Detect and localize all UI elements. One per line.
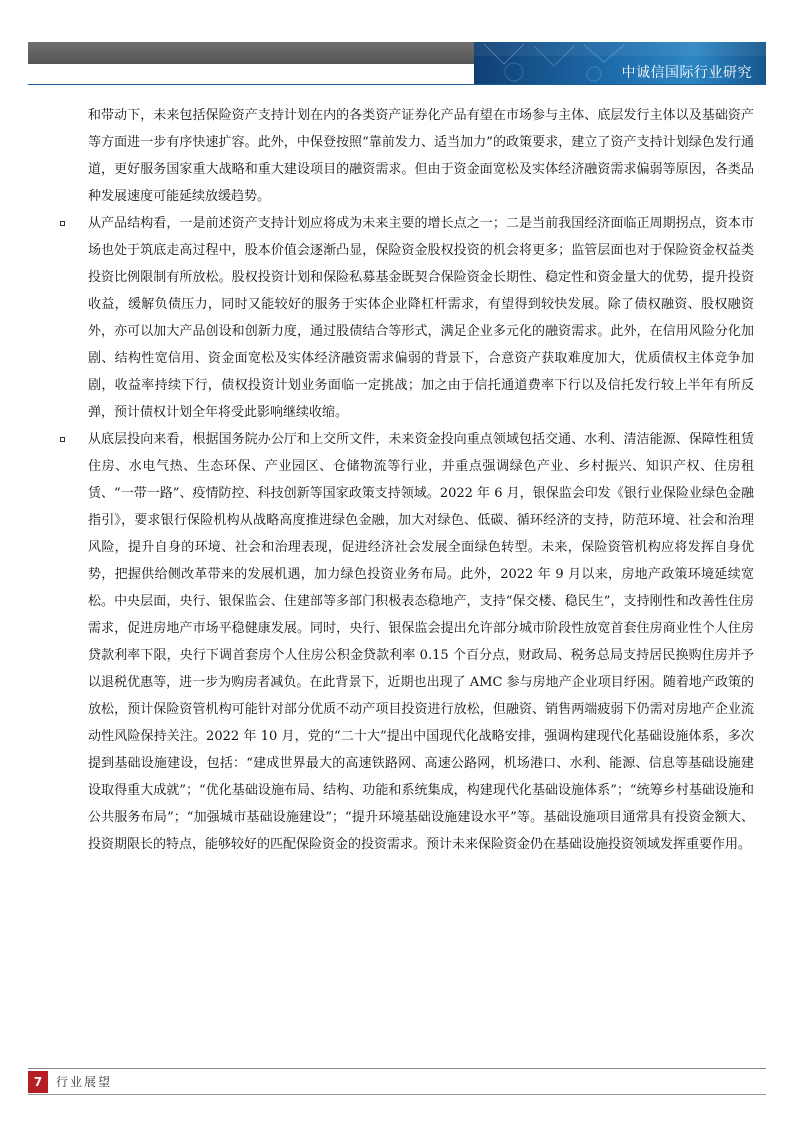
header-divider [28,84,766,85]
header-banner [474,42,766,84]
header-bar [28,42,474,64]
bullet-item-product-structure [88,210,754,426]
header-title: 中诚信国际行业研究 [621,65,752,81]
continued-paragraph: 和带动下，未来包括保险资产支持计划在内的各类资产证券化产品有望在市场参与主体、底层发行主体以及基础资产等方面进一步有序快速扩容。此外，中保登按照“靠前发力、适当加力”的政策要求，建立了资产支持计划绿色发行通道，更好服务国家重大战略和重大建设项目的融资需求。但由于资金面宽松及实体经济融资需求偏弱等原因，各类品种发展速度可能延续放缓趋势。 [88,108,754,204]
bullet-text: 从底层投向来看，根据国务院办公厅和上交所文件，未来资金投向重点领域包括交通、水利、清洁能源、保障性租赁住房、水电气热、生态环保、产业园区、仓储物流等行业，并重点强调绿色产业、乡村振兴、知识产权、住房租赁、“一带一路”、疫情防控、科技创新等国家政策支持领域。2022 年 6 月，银保监会印发《银行业保险业绿色金融指引》，要求银行保险机构从战略高度推进绿色金融，加大对绿色、低碳、循环经济的支持，防范环境、社会和治理风险，提升自身的环境、社会和治理表现，促进经济社会发展全面绿色转型。未来，保险资管机构应将发挥自身优势，把握供给侧改革带来的发展机遇，加力绿色投资业务布局。此外，2022 年 9 月以来，房地产政策环境延续宽松。中央层面，央行、银保监会、住建部等多部门积极表态稳地产，支持“保交楼、稳民生”，支持刚性和改善性住房需求，促进房地产市场平稳健康发展。同时，央行、银保监会提出允许部分城市阶段性放宽首套住房商业性个人住房贷款利率下限，央行下调首套房个人住房公积金贷款利率 0.15 个百分点，财政局、税务总局支持居民换购住房并予以退税优惠等，进一步为购房者减负。在此背景下，近期也出现了 AMC 参与房地产企业项目纾困。随着地产政策的放松，预计保险资管机构可能针对部分优质不动产项目投资进行放松，但融资、销售两端疲弱下仍需对房地产企业流动性风险保持关注。2022 年 10 月，党的“二十大”提出中国现代化战略安排，强调构建现代化基础设施体系，多次提到基础设施建设，包括：“建成世界最大的高速铁路网、高速公路网，机场港口、水利、能源、信息等基础设施建设取得重大成就”；“优化基础设施布局、结构、功能和系统集成，构建现代化基础设施体系”；“统筹乡村基础设施和公共服务布局”；“加强城市基础设施建设”；“提升环境基础设施建设水平”等。基础设施项目通常具有投资金额大、投资期限长的特点，能够较好的匹配保险资金的投资需求。预计未来保险资金仍在基础设施投资领域发挥重要作用。 [88,432,754,852]
footer-bottom-divider [28,1094,766,1095]
body-content [88,102,754,858]
square-bullet-icon [60,437,65,442]
page-number: 7 [28,1071,48,1093]
bullet-text: 从产品结构看，一是前述资产支持计划应将成为未来主要的增长点之一；二是当前我国经济面临正周期拐点，资本市场也处于筑底走高过程中，股本价值会逐渐凸显，保险资金股权投资的机会将更多；监管层面也对于保险资金权益类投资比例限制有所放松。股权投资计划和保险私募基金既契合保险资金长期性、稳定性和资金量大的优势，提升投资收益，缓解负债压力，同时又能较好的服务于实体企业降杠杆需求，有望得到较快发展。除了债权融资、股权融资外，亦可以加大产品创设和创新力度，通过股债结合等形式，满足企业多元化的融资需求。此外，在信用风险分化加剧、结构性宽信用、资金面宽松及实体经济融资需求偏弱的背景下，合意资产获取难度加大，优质债权主体竞争加剧，收益率持续下行，债权投资计划业务面临一定挑战；加之由于信托通道费率下行以及信托发行较上半年有所反弹，预计债权计划全年将受此影响继续收缩。 [88,216,754,420]
footer-divider [28,1068,766,1069]
bullet-item-underlying-investment [88,426,754,858]
footer-section-label: 行业展望 [56,1075,113,1089]
square-bullet-icon [60,221,65,226]
